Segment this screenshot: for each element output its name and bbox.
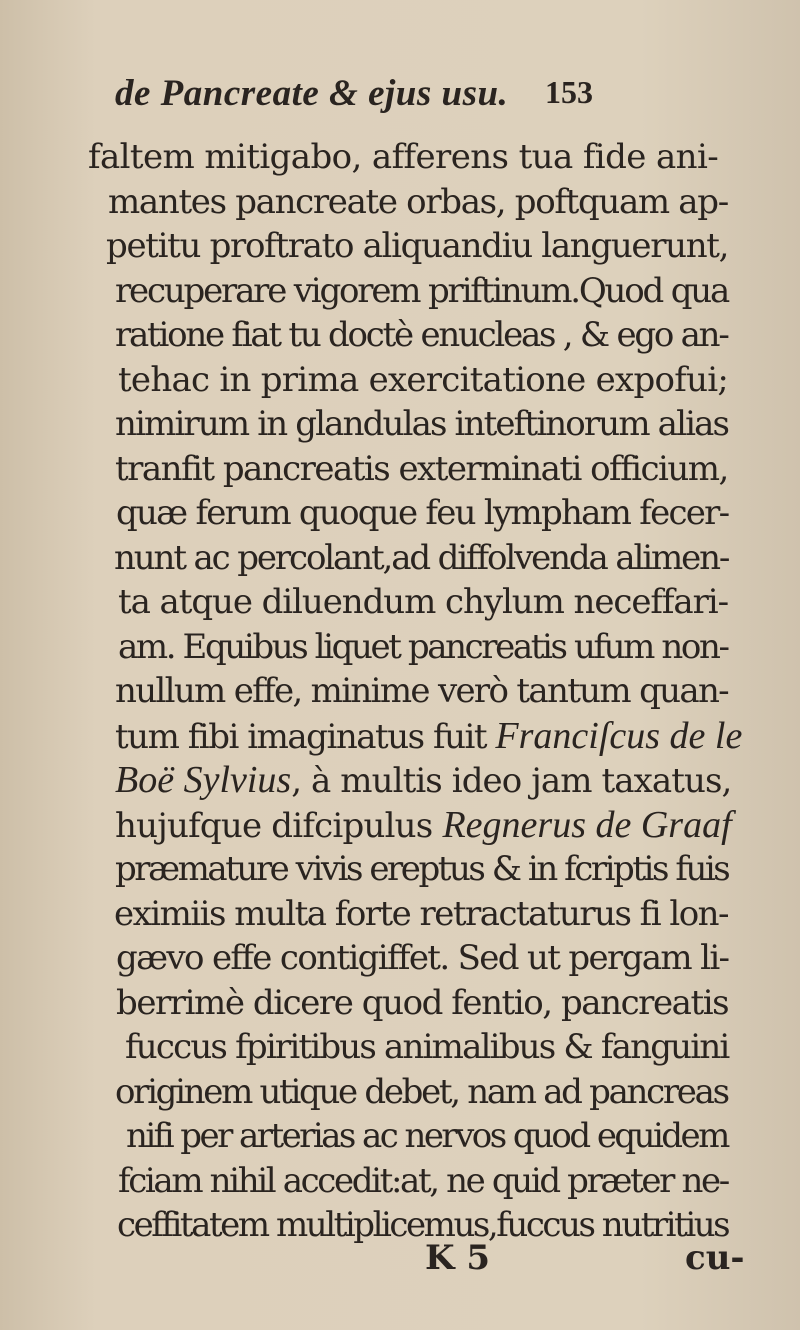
text-line: [88, 892, 728, 937]
text-run: faltem mitigabo, afferens tua fide ani-: [88, 137, 719, 177]
text-run: ta atque diluendum chylum neceffari-: [118, 582, 729, 622]
text-line: [88, 224, 729, 269]
text-line: [88, 803, 732, 848]
text-line: [88, 847, 729, 892]
text-run: tehac in prima exercitatione expofui;: [118, 359, 729, 400]
text-run: fciam nihil accedit:at, ne quid præter ne-: [118, 1160, 728, 1201]
text-run: nullum effe, minime verò tantum quan-: [115, 671, 728, 711]
page-footer: [0, 1238, 800, 1282]
text-line: [88, 269, 729, 314]
text-line: [88, 491, 729, 536]
text-line: [88, 936, 729, 981]
text-line: [88, 135, 718, 180]
catchword: cu-: [685, 1238, 745, 1278]
text-run: am. Equibus liquet pancreatis ufum non-: [118, 626, 728, 667]
running-head: [115, 72, 675, 122]
text-run: mantes pancreate orbas, poftquam ap-: [108, 181, 728, 222]
text-line: [88, 1025, 729, 1070]
text-run: originem utique debet, nam ad pancreas: [115, 1071, 728, 1112]
text-line: [88, 1159, 728, 1204]
text-run: præmature vivis ereptus & in fcriptis fuis: [115, 849, 729, 889]
text-line: [88, 714, 743, 759]
text-run: eximiis multa forte retractaturus fi lon-: [114, 893, 728, 934]
text-run: tranfit pancreatis exterminati officium,: [115, 448, 728, 489]
signature-mark: K 5: [425, 1238, 491, 1278]
italic-name: Regnerus de Graaf: [442, 803, 732, 846]
text-run: nunt ac percolant,ad diffolvenda alimen-: [114, 537, 729, 578]
text-line: [88, 536, 729, 581]
text-run: hujufque difcipulus: [115, 805, 443, 846]
text-line: [88, 758, 732, 803]
text-line: [88, 402, 729, 447]
text-run: recuperare vigorem priftinum.Quod qua: [115, 270, 729, 311]
page-number: 153: [545, 74, 593, 110]
text-line: [88, 981, 729, 1026]
italic-name: Boë Sylvius: [115, 759, 292, 801]
text-line: [88, 447, 728, 492]
text-line: [88, 580, 729, 625]
text-run: quæ ferum quoque feu lympham fecer-: [116, 493, 729, 533]
text-run: tum fibi imaginatus fuit: [115, 716, 496, 757]
running-title: de Pancreate & ejus usu.: [115, 73, 509, 114]
text-line: [88, 1070, 728, 1115]
text-run: ratione fiat tu doctè enucleas , & ego an-: [115, 315, 728, 355]
text-run: nifi per arterias ac nervos quod equidem: [126, 1116, 728, 1156]
text-line: [88, 313, 728, 358]
text-run: berrimè dicere quod fentio, pancreatis: [116, 982, 729, 1023]
text-line: [88, 180, 728, 225]
text-run: , à multis ideo jam taxatus,: [291, 761, 732, 801]
text-run: ceffitatem multiplicemus,fuccus nutritius: [117, 1205, 729, 1245]
text-line: [88, 358, 729, 403]
text-run: fuccus fpiritibus animalibus & fanguini: [125, 1027, 729, 1067]
text-run: gævo effe contigiffet. Sed ut pergam li-: [116, 938, 729, 978]
text-run: nimirum in glandulas inteftinorum alias: [115, 404, 729, 444]
italic-name: Franciſcus de le: [495, 714, 743, 757]
body-text: [88, 135, 743, 1248]
text-run: petitu proftrato aliquandiu languerunt,: [106, 226, 729, 266]
text-line: [88, 625, 728, 670]
text-line: [88, 1114, 728, 1159]
text-line: [88, 669, 728, 714]
